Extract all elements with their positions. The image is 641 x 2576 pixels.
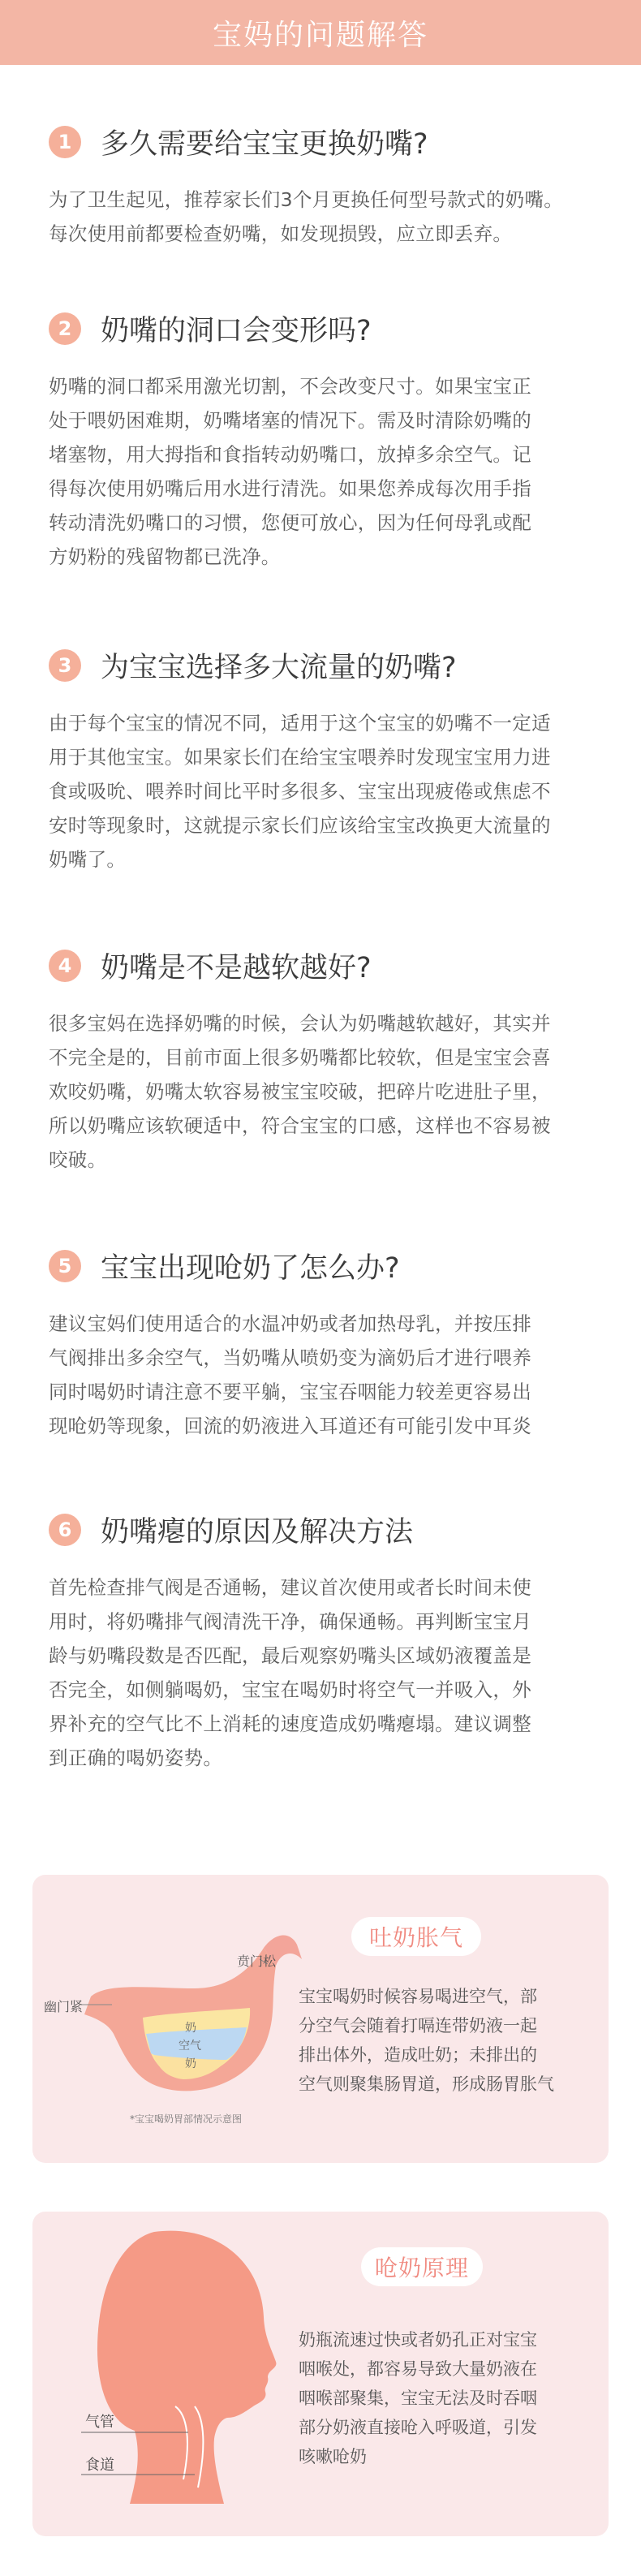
answer-text [49, 369, 592, 574]
answer-line: 转动清洗奶嘴口的习惯，您便可放心，因为任何母乳或配 [49, 511, 531, 534]
answer-text [49, 1006, 592, 1177]
qa-item-3 [49, 641, 592, 877]
answer-line: 界补充的空气比不上消耗的速度造成奶嘴瘪塌。建议调整 [49, 1712, 531, 1735]
pylorus-label: 幽门紧 [44, 1999, 84, 2014]
page-title: 宝妈的问题解答 [212, 18, 428, 52]
desc-line: 咽喉处，都容易导致大量奶液在 [299, 2359, 537, 2379]
air-label: 空气 [179, 2040, 201, 2053]
answer-line: 气阀排出多余空气，当奶嘴从喷奶变为滴奶后才进行喂养 [49, 1346, 531, 1369]
number-badge: 6 [49, 1514, 81, 1546]
number-badge: 2 [49, 312, 81, 345]
answer-line: 奶嘴的洞口都采用激光切割，不会改变尺寸。如果宝宝正 [49, 375, 531, 398]
number-badge: 4 [49, 950, 81, 982]
answer-line: 欢咬奶嘴，奶嘴太软容易被宝宝咬破，把碎片吃进肚子里， [49, 1080, 551, 1103]
desc-line: 部分奶液直接呛入呼吸道，引发 [299, 2418, 537, 2437]
question-row [49, 641, 592, 690]
answer-text [49, 183, 592, 251]
desc-line: 咳嗽呛奶 [299, 2447, 367, 2466]
qa-item-4 [49, 941, 592, 1177]
number-badge: 5 [49, 1250, 81, 1282]
number-badge: 1 [49, 126, 81, 158]
answer-line: 龄与奶嘴段数是否匹配，最后观察奶嘴头区域奶液覆盖是 [49, 1644, 531, 1667]
diagram-caption: *宝宝喝奶胃部情况示意图 [130, 2113, 243, 2125]
answer-line: 建议宝妈们使用适合的水温冲奶或者加热母乳，并按压排 [49, 1312, 531, 1335]
answer-line: 由于每个宝宝的情况不同，适用于这个宝宝的奶嘴不一定适 [49, 712, 551, 734]
answer-line: 到正确的喝奶姿势。 [49, 1747, 223, 1769]
answer-line: 得每次使用奶嘴后用水进行清洗。如果您养成每次用手指 [49, 477, 531, 500]
answer-line: 咬破。 [49, 1148, 107, 1171]
trachea-label: 气管 [85, 2414, 114, 2431]
desc-line: 空气则聚集肠胃道，形成肠胃胀气 [299, 2074, 554, 2094]
choking-description [299, 2325, 537, 2471]
answer-line: 奶嘴了。 [49, 848, 127, 871]
question-row [49, 118, 592, 166]
answer-line: 不完全是的，目前市面上很多奶嘴都比较软，但是宝宝会喜 [49, 1046, 551, 1069]
question-row [49, 1506, 592, 1554]
qa-item-1 [49, 118, 592, 251]
answer-line: 方奶粉的残留物都已洗净。 [49, 545, 281, 568]
number-badge: 3 [49, 649, 81, 682]
desc-line: 排出体外，造成吐奶；未排出的 [299, 2045, 537, 2065]
answer-line: 安时等现象时，这就提示家长们应该给宝宝改换更大流量的 [49, 814, 551, 837]
answer-line: 堵塞物，用大拇指和食指转动奶嘴口，放掉多余空气。记 [49, 443, 531, 466]
qa-item-5 [49, 1242, 592, 1443]
question-title: 奶嘴是不是越软越好? [101, 952, 372, 984]
answer-line: 所以奶嘴应该软硬适中，符合宝宝的口感，这样也不容易被 [49, 1114, 551, 1137]
spit-up-description [299, 1982, 554, 2099]
milk-label-bottom: 奶 [185, 2057, 196, 2070]
question-row [49, 941, 592, 990]
answer-line: 处于喂奶困难期，奶嘴堵塞的情况下。需及时清除奶嘴的 [49, 409, 531, 432]
desc-line: 分空气会随着打嗝连带奶液一起 [299, 2016, 537, 2035]
page-header [0, 0, 641, 65]
question-title: 宝宝出现呛奶了怎么办? [101, 1252, 400, 1285]
question-row [49, 304, 592, 353]
qa-item-2 [49, 304, 592, 574]
answer-line: 首先检查排气阀是否通畅，建议首次使用或者长时间未使 [49, 1576, 531, 1599]
answer-line: 用时，将奶嘴排气阀清洗干净，确保通畅。再判断宝宝月 [49, 1610, 531, 1633]
answer-line: 同时喝奶时请注意不要平躺，宝宝吞咽能力较差更容易出 [49, 1381, 531, 1403]
qa-item-6 [49, 1506, 592, 1775]
question-title: 多久需要给宝宝更换奶嘴? [101, 128, 428, 161]
desc-line: 宝宝喝奶时候容易喝进空气，部 [299, 1987, 537, 2006]
answer-line: 每次使用前都要检查奶嘴，如发现损毁，应立即丢弃。 [49, 222, 513, 245]
answer-line: 为了卫生起见，推荐家长们3个月更换任何型号款式的奶嘴。 [49, 188, 564, 211]
answer-line: 食或吸吮、喂养时间比平时多很多、宝宝出现疲倦或焦虑不 [49, 780, 551, 803]
answer-text [49, 1307, 592, 1443]
question-title: 奶嘴瘪的原因及解决方法 [101, 1516, 414, 1549]
question-title: 为宝宝选择多大流量的奶嘴? [101, 652, 457, 684]
desc-line: 奶瓶流速过快或者奶孔正对宝宝 [299, 2330, 537, 2350]
answer-text [49, 706, 592, 877]
choking-badge: 呛奶原理 [361, 2247, 483, 2286]
desc-line: 咽喉部聚集，宝宝无法及时吞咽 [299, 2389, 537, 2408]
esophagus-label: 食道 [85, 2457, 114, 2474]
spit-up-card [32, 1875, 609, 2163]
answer-text [49, 1570, 592, 1775]
choking-card [32, 2212, 609, 2536]
spit-up-badge: 吐奶胀气 [351, 1917, 481, 1956]
answer-line: 用于其他宝宝。如果家长们在给宝宝喂养时发现宝宝用力进 [49, 746, 551, 769]
head-profile-diagram [32, 2212, 300, 2536]
question-row [49, 1242, 592, 1290]
question-title: 奶嘴的洞口会变形吗? [101, 315, 372, 347]
answer-line: 很多宝妈在选择奶嘴的时候，会认为奶嘴越软越好，其实并 [49, 1012, 551, 1035]
cardia-label: 贲门松 [237, 1954, 277, 1969]
answer-line: 否完全，如侧躺喝奶，宝宝在喝奶时将空气一并吸入，外 [49, 1678, 531, 1701]
answer-line: 现呛奶等现象，回流的奶液进入耳道还有可能引发中耳炎 [49, 1415, 531, 1437]
milk-label-top: 奶 [185, 2022, 196, 2035]
